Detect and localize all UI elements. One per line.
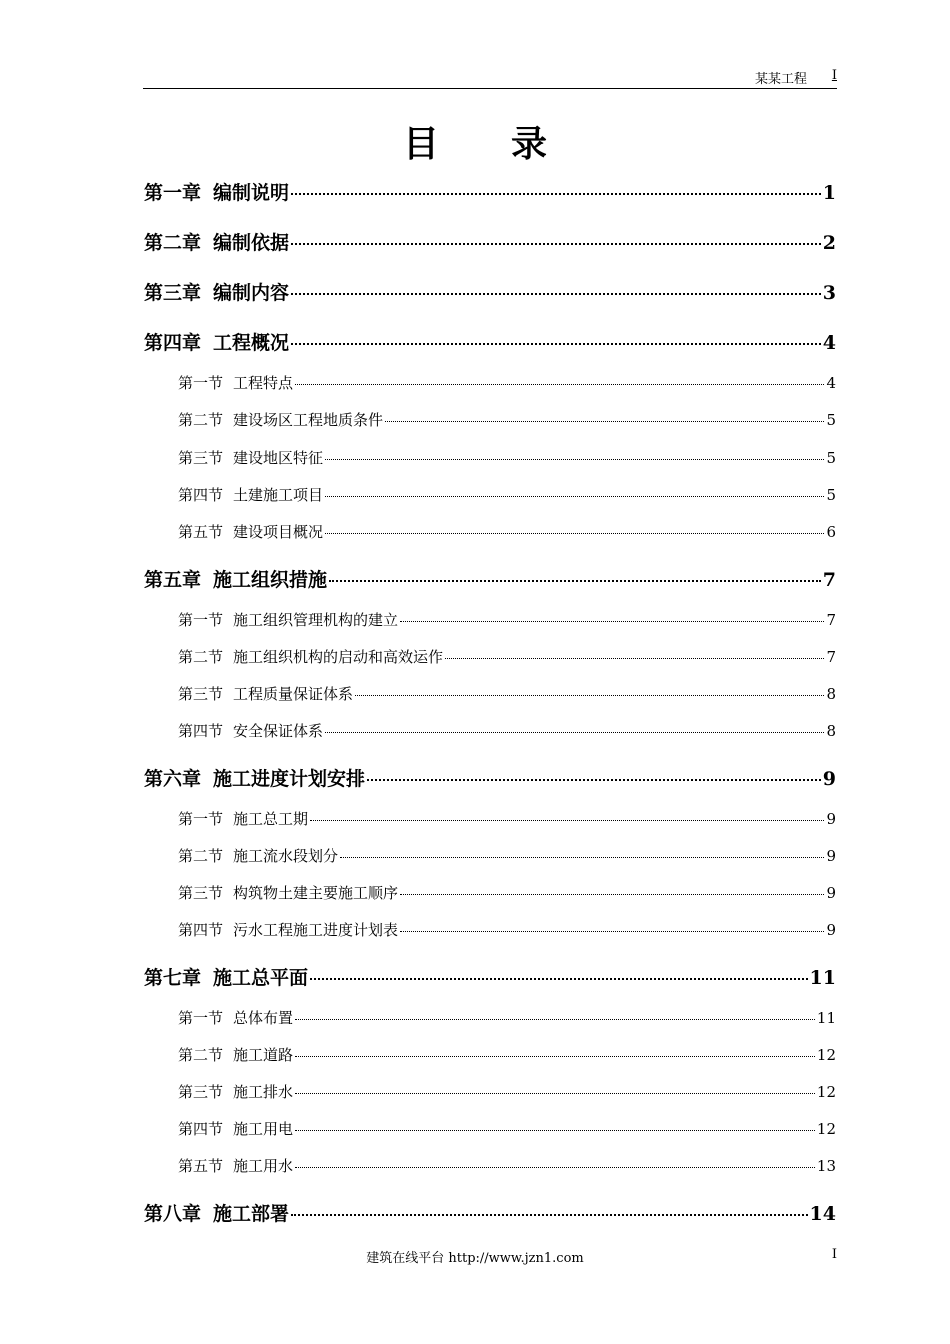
toc-dot-leader xyxy=(325,496,824,497)
toc-dot-leader xyxy=(400,621,824,622)
toc-entry-number: 第八章 xyxy=(144,1203,202,1225)
toc-dot-leader xyxy=(355,695,824,696)
toc-dot-leader xyxy=(291,343,821,345)
toc-entry-label: 建设地区特征 xyxy=(233,449,324,467)
toc-entry-number: 第二节 xyxy=(178,411,224,429)
toc-chapter-entry[interactable] xyxy=(144,1199,836,1226)
toc-section-entry[interactable] xyxy=(178,646,836,667)
toc-entry-label: 施工组织管理机构的建立 xyxy=(233,611,399,629)
toc-entry-label: 施工总工期 xyxy=(233,810,309,828)
toc-entry-number: 第二节 xyxy=(178,1046,224,1064)
toc-entry-number: 第二章 xyxy=(144,232,202,254)
toc-dot-leader xyxy=(325,732,824,733)
toc-dot-leader xyxy=(295,1167,815,1168)
toc-dot-leader xyxy=(295,1056,815,1057)
footer-text: 建筑在线平台 http://www.jzn1.com xyxy=(366,1251,584,1266)
toc-entry-number: 第一节 xyxy=(178,1009,224,1027)
toc-section-entry[interactable] xyxy=(178,521,836,542)
toc-entry-label: 施工总平面 xyxy=(213,967,309,989)
toc-dot-leader xyxy=(329,580,821,582)
toc-entry-number: 第四节 xyxy=(178,921,224,939)
toc-entry-number: 第五节 xyxy=(178,1157,224,1175)
toc-entry-page: 4 xyxy=(822,332,836,354)
toc-entry-page: 9 xyxy=(826,847,836,865)
toc-section-entry[interactable] xyxy=(178,409,836,430)
toc-entry-number: 第三节 xyxy=(178,884,224,902)
toc-entry-page: 13 xyxy=(816,1157,836,1175)
toc-section-entry[interactable] xyxy=(178,882,836,903)
toc-entry-page: 5 xyxy=(826,449,836,467)
toc-entry-page: 11 xyxy=(816,1009,836,1027)
toc-entry-label: 编制说明 xyxy=(213,182,290,204)
toc-entry-label: 编制内容 xyxy=(213,282,290,304)
toc-entry-page: 6 xyxy=(826,523,836,541)
toc-section-entry[interactable] xyxy=(178,845,836,866)
toc-entry-page: 9 xyxy=(826,810,836,828)
toc-entry-page: 7 xyxy=(822,569,836,591)
toc-entry-label: 建设场区工程地质条件 xyxy=(233,411,384,429)
toc-chapter-entry[interactable] xyxy=(144,565,836,592)
toc-entry-page: 1 xyxy=(822,182,836,204)
toc-dot-leader xyxy=(400,931,824,932)
toc-entry-number: 第三章 xyxy=(144,282,202,304)
toc-entry-label: 编制依据 xyxy=(213,232,290,254)
toc-entry-page: 9 xyxy=(822,768,836,790)
toc-section-entry[interactable] xyxy=(178,1081,836,1102)
toc-dot-leader xyxy=(310,820,824,821)
footer-page-number: I xyxy=(831,1247,837,1262)
toc-dot-leader xyxy=(291,293,821,295)
toc-chapter-entry[interactable] xyxy=(144,228,836,255)
toc-section-entry[interactable] xyxy=(178,1044,836,1065)
toc-section-entry[interactable] xyxy=(178,1155,836,1176)
document-title: 目录 xyxy=(402,124,619,165)
toc-entry-number: 第一章 xyxy=(144,182,202,204)
toc-entry-label: 工程概况 xyxy=(213,332,290,354)
toc-section-entry[interactable] xyxy=(178,447,836,468)
toc-entry-label: 工程质量保证体系 xyxy=(233,685,354,703)
toc-entry-label: 建设项目概况 xyxy=(233,523,324,541)
toc-entry-page: 8 xyxy=(826,722,836,740)
toc-section-entry[interactable] xyxy=(178,683,836,704)
toc-entry-page: 9 xyxy=(826,921,836,939)
toc-entry-label: 污水工程施工进度计划表 xyxy=(233,921,399,939)
toc-entry-label: 总体布置 xyxy=(233,1009,294,1027)
toc-dot-leader xyxy=(295,384,824,385)
toc-dot-leader xyxy=(295,1130,815,1131)
toc-dot-leader xyxy=(291,1214,808,1216)
toc-entry-page: 5 xyxy=(826,411,836,429)
toc-dot-leader xyxy=(385,421,824,422)
page-header xyxy=(143,68,837,89)
toc-entry-number: 第三节 xyxy=(178,1083,224,1101)
toc-dot-leader xyxy=(295,1019,815,1020)
toc-entry-label: 施工组织措施 xyxy=(213,569,328,591)
toc-entry-page: 7 xyxy=(826,648,836,666)
toc-entry-label: 施工道路 xyxy=(233,1046,294,1064)
toc-section-entry[interactable] xyxy=(178,1007,836,1028)
toc-entry-number: 第三节 xyxy=(178,449,224,467)
toc-entry-page: 12 xyxy=(816,1120,836,1138)
toc-entry-number: 第六章 xyxy=(144,768,202,790)
toc-entry-number: 第七章 xyxy=(144,967,202,989)
toc-entry-page: 4 xyxy=(826,374,836,392)
toc-dot-leader xyxy=(310,978,808,980)
header-title: 某某工程 xyxy=(754,72,807,87)
toc-entry-label: 施工部署 xyxy=(213,1203,290,1225)
toc-entry-label: 安全保证体系 xyxy=(233,722,324,740)
toc-entry-label: 施工流水段划分 xyxy=(233,847,339,865)
toc-entry-number: 第一节 xyxy=(178,611,224,629)
toc-dot-leader xyxy=(295,1093,815,1094)
header-page-number: I xyxy=(831,68,837,83)
toc-chapter-entry[interactable] xyxy=(144,963,836,990)
toc-entry-label: 施工进度计划安排 xyxy=(213,768,366,790)
toc-chapter-entry[interactable] xyxy=(144,178,836,205)
toc-entry-number: 第二节 xyxy=(178,847,224,865)
toc-entry-number: 第五节 xyxy=(178,523,224,541)
toc-entry-page: 7 xyxy=(826,611,836,629)
toc-entry-page: 12 xyxy=(816,1083,836,1101)
toc-section-entry[interactable] xyxy=(178,372,836,393)
toc-entry-label: 施工组织机构的启动和高效运作 xyxy=(233,648,444,666)
toc-entry-page: 5 xyxy=(826,486,836,504)
toc-entry-label: 工程特点 xyxy=(233,374,294,392)
toc-chapter-entry[interactable] xyxy=(144,328,836,355)
toc-section-entry[interactable] xyxy=(178,808,836,829)
toc-entry-number: 第四章 xyxy=(144,332,202,354)
toc-dot-leader xyxy=(325,459,824,460)
toc-section-entry[interactable] xyxy=(178,720,836,741)
toc-entry-number: 第二节 xyxy=(178,648,224,666)
toc-entry-page: 8 xyxy=(826,685,836,703)
toc-dot-leader xyxy=(291,243,821,245)
toc-chapter-entry[interactable] xyxy=(144,278,836,305)
toc-entry-page: 11 xyxy=(809,967,836,989)
toc-entry-label: 施工用电 xyxy=(233,1120,294,1138)
toc-entry-page: 3 xyxy=(822,282,836,304)
toc-entry-page: 2 xyxy=(822,232,836,254)
toc-entry-number: 第五章 xyxy=(144,569,202,591)
toc-entry-number: 第四节 xyxy=(178,722,224,740)
toc-dot-leader xyxy=(291,193,821,195)
toc-entry-page: 12 xyxy=(816,1046,836,1064)
toc-entry-number: 第四节 xyxy=(178,486,224,504)
toc-section-entry[interactable] xyxy=(178,484,836,505)
toc-entry-label: 土建施工项目 xyxy=(233,486,324,504)
toc-dot-leader xyxy=(340,857,824,858)
toc-section-entry[interactable] xyxy=(178,609,836,630)
toc-entry-page: 9 xyxy=(826,884,836,902)
toc-entry-number: 第三节 xyxy=(178,685,224,703)
toc-entry-page: 14 xyxy=(809,1203,836,1225)
toc-entry-label: 施工用水 xyxy=(233,1157,294,1175)
toc-entry-number: 第一节 xyxy=(178,374,224,392)
toc-dot-leader xyxy=(400,894,824,895)
toc-entry-label: 构筑物土建主要施工顺序 xyxy=(233,884,399,902)
toc-section-entry[interactable] xyxy=(178,1118,836,1139)
toc-entry-number: 第一节 xyxy=(178,810,224,828)
toc-chapter-entry[interactable] xyxy=(144,764,836,791)
toc-section-entry[interactable] xyxy=(178,919,836,940)
toc-entry-label: 施工排水 xyxy=(233,1083,294,1101)
toc-dot-leader xyxy=(367,779,821,781)
toc-dot-leader xyxy=(325,533,824,534)
toc-entry-number: 第四节 xyxy=(178,1120,224,1138)
toc-dot-leader xyxy=(445,658,824,659)
